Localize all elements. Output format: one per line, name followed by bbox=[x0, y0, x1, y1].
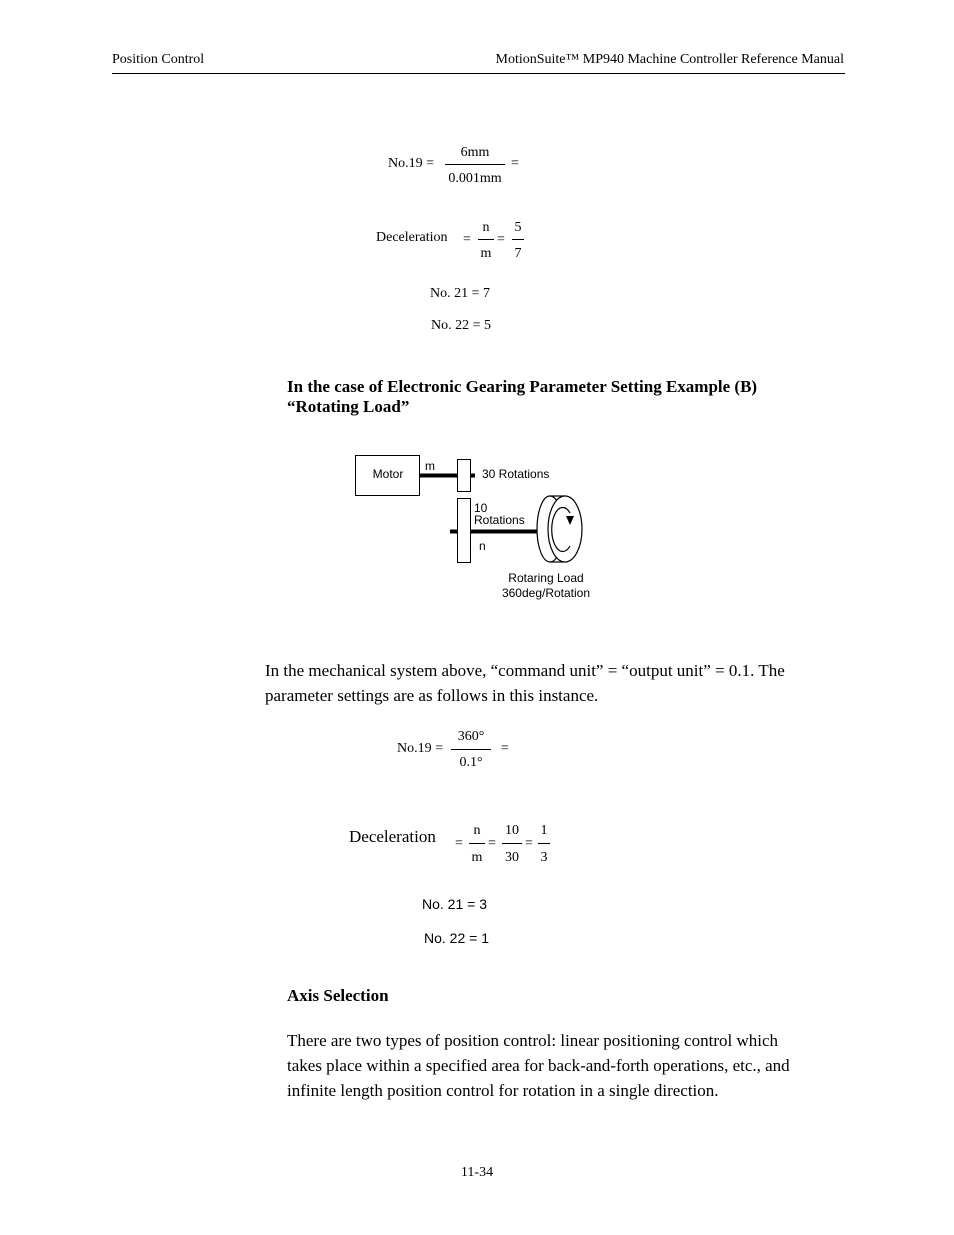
example-b-heading-line-2: “Rotating Load” bbox=[287, 397, 410, 416]
no19-a-fraction-bar bbox=[445, 164, 505, 165]
running-header-title: MotionSuite™ MP940 Machine Controller Reference Manual bbox=[495, 52, 844, 67]
no19-b-trailing-equals: = bbox=[501, 741, 509, 756]
axis-selection-line-2: takes place within a specified area for back-and-forth operations, etc., and bbox=[287, 1056, 790, 1075]
decel-a-equals-1: = bbox=[463, 232, 471, 247]
decel-b-numerator-10: 10 bbox=[505, 823, 519, 838]
no22-b-value: No. 22 = 1 bbox=[424, 930, 489, 946]
no19-b-fraction-bar bbox=[451, 749, 491, 750]
paragraph-line-2: parameter settings are as follows in this instance. bbox=[265, 686, 599, 705]
running-header-section: Position Control bbox=[112, 52, 205, 67]
axis-selection-line-1: There are two types of position control: linear positioning control which bbox=[287, 1031, 778, 1050]
no21-b-value: No. 21 = 3 bbox=[422, 896, 487, 912]
page-number: 11-34 bbox=[460, 1165, 494, 1180]
no19-b-denominator: 0.1° bbox=[459, 755, 483, 770]
decel-b-bar-3 bbox=[538, 843, 550, 844]
axis-selection-heading: Axis Selection bbox=[287, 986, 389, 1005]
decel-a-denominator: 7 bbox=[514, 246, 522, 261]
no19-a-numerator: 6mm bbox=[460, 145, 490, 160]
decel-a-m: m bbox=[480, 246, 492, 261]
large-gear bbox=[458, 499, 471, 563]
decel-a-equals-2: = bbox=[497, 232, 505, 247]
decel-b-equals-3: = bbox=[525, 836, 533, 851]
no19-a-denominator: 0.001mm bbox=[448, 171, 502, 186]
decel-b-denominator-3: 3 bbox=[540, 850, 548, 865]
decel-b-label: Deceleration bbox=[349, 827, 436, 846]
rotations-10-word: Rotations bbox=[474, 513, 525, 527]
load-label-line-2: 360deg/Rotation bbox=[501, 586, 591, 600]
decel-b-equals-2: = bbox=[488, 836, 496, 851]
decel-b-denominator-30: 30 bbox=[505, 850, 519, 865]
header-rule bbox=[112, 73, 845, 74]
decel-a-bar-1 bbox=[478, 239, 494, 240]
decel-a-n: n bbox=[482, 220, 490, 235]
no19-a-label: No.19 = bbox=[388, 156, 435, 171]
paragraph-line-1: In the mechanical system above, “command unit” = “output unit” = 0.1. The bbox=[265, 661, 785, 680]
example-b-heading-line-1: In the case of Electronic Gearing Parameter Setting Example (B) bbox=[287, 377, 758, 396]
rotations-10-number: 10 bbox=[474, 501, 488, 515]
motor-label: Motor bbox=[372, 467, 404, 481]
n-label: n bbox=[479, 539, 486, 553]
decel-a-label: Deceleration bbox=[376, 230, 448, 245]
decel-a-numerator: 5 bbox=[514, 220, 522, 235]
decel-b-m: m bbox=[471, 850, 483, 865]
decel-b-equals-1: = bbox=[455, 836, 463, 851]
no19-b-numerator: 360° bbox=[457, 729, 485, 744]
decel-b-n: n bbox=[473, 823, 481, 838]
no22-a-value: No. 22 = 5 bbox=[431, 318, 492, 333]
decel-b-numerator-1: 1 bbox=[540, 823, 548, 838]
small-gear bbox=[458, 460, 471, 492]
load-cylinder-face bbox=[548, 496, 582, 562]
axis-selection-line-3: infinite length position control for rotation in a single direction. bbox=[287, 1081, 719, 1100]
rotations-30-label: 30 Rotations bbox=[482, 467, 550, 481]
decel-a-bar-2 bbox=[512, 239, 524, 240]
m-label: m bbox=[425, 459, 435, 473]
load-label-line-1: Rotaring Load bbox=[508, 571, 584, 585]
decel-b-bar-1 bbox=[469, 843, 485, 844]
no19-a-trailing-equals: = bbox=[511, 156, 519, 171]
no19-b-label: No.19 = bbox=[397, 741, 444, 756]
decel-b-bar-2 bbox=[502, 843, 522, 844]
no21-a-value: No. 21 = 7 bbox=[430, 286, 491, 301]
